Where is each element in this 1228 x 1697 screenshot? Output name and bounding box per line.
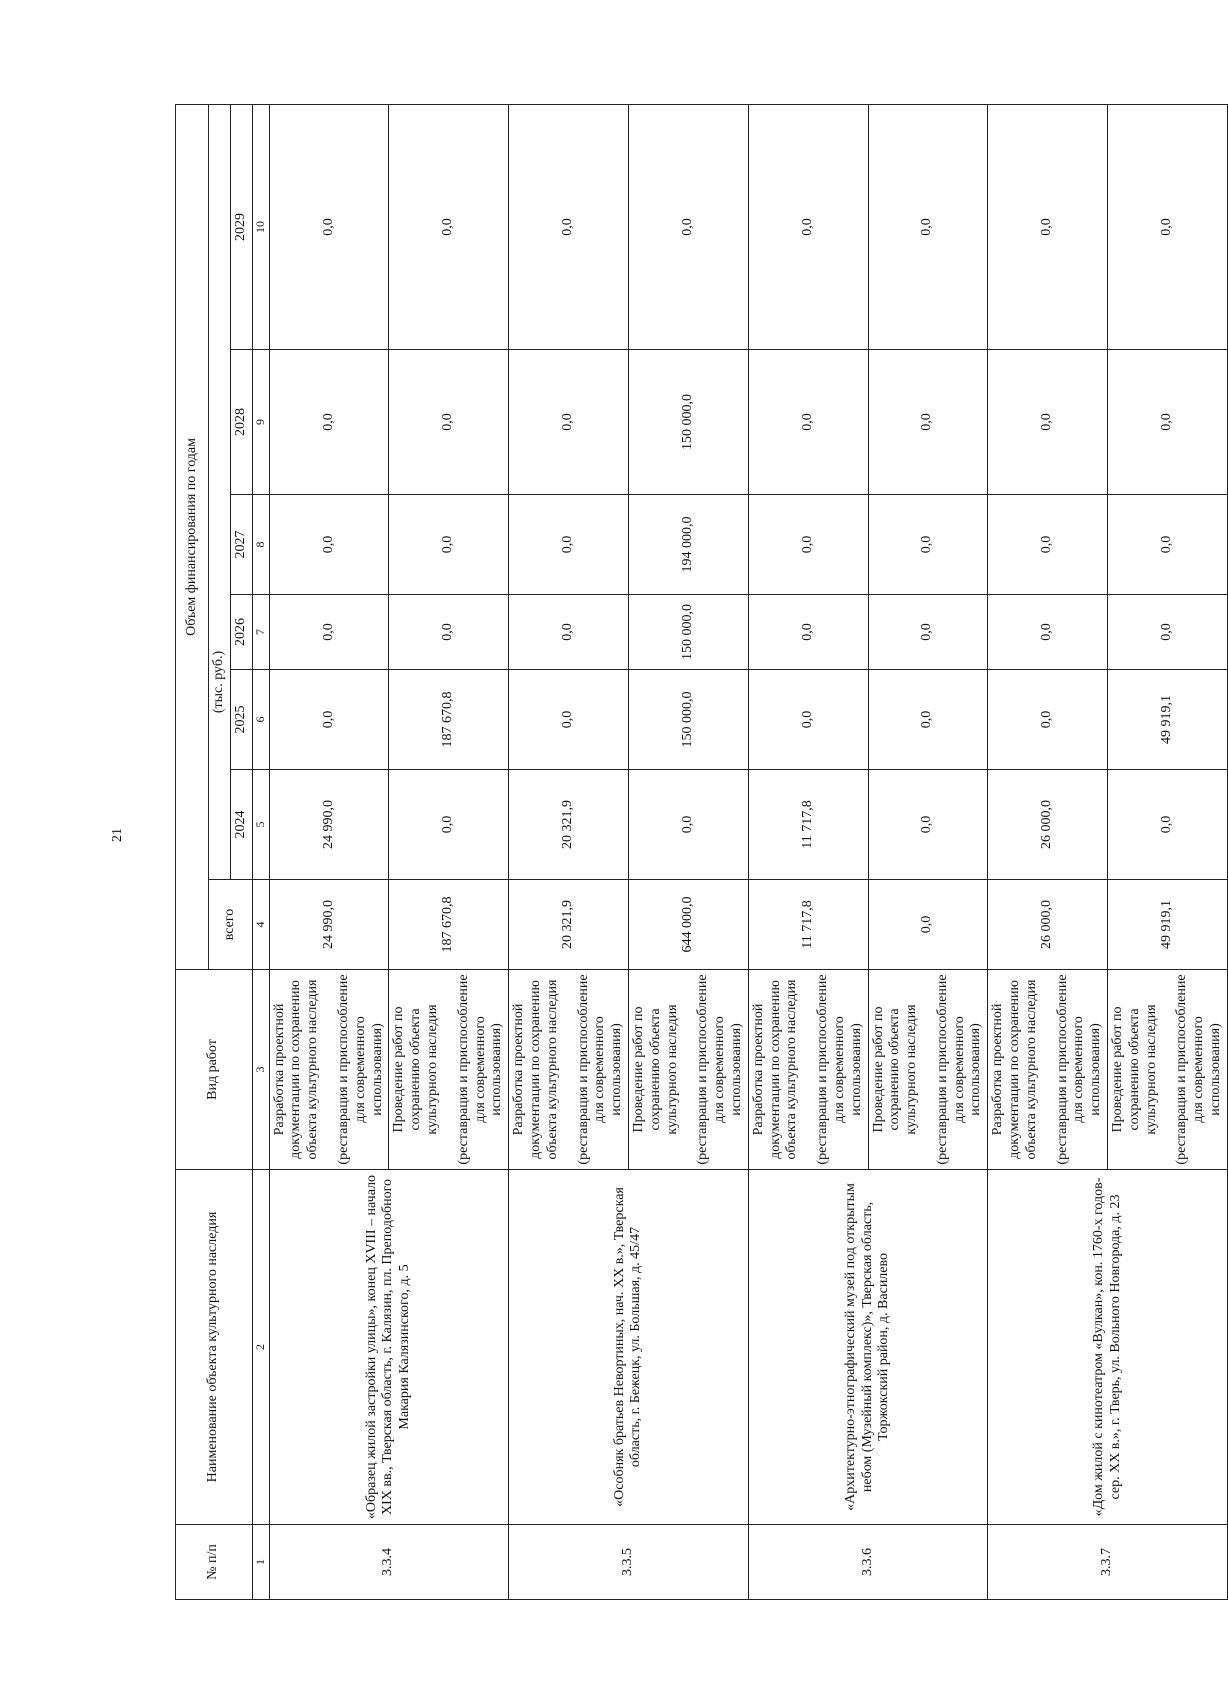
- year-value: 0,0: [1108, 595, 1228, 670]
- column-index: 7: [252, 595, 269, 670]
- work-type: [269, 970, 389, 1170]
- year-value: 0,0: [389, 495, 509, 595]
- work-title: Разработка проектной документации по сохранению объекта культурного наследия: [271, 979, 321, 1160]
- row-number: 3.3.4: [269, 1525, 509, 1600]
- heritage-object-name: «Образец жилой застройки улицы», конец XVIII – начало XIX вв., Тверская область, г. Калязин, пл. Преподобного Макария Калязинского, д. 5: [269, 1170, 509, 1525]
- column-index: 3: [252, 970, 269, 1170]
- year-value: 0,0: [748, 350, 868, 495]
- year-value: 20 321,9: [509, 770, 629, 880]
- column-index: 4: [252, 880, 269, 970]
- header-num: № п/п: [176, 1525, 253, 1600]
- year-value: 0,0: [269, 350, 389, 495]
- work-title: Разработка проектной документации по сохранению объекта культурного наследия: [511, 979, 560, 1160]
- work-note: (реставрация и приспособление для современного использования): [695, 974, 744, 1165]
- year-value: 0,0: [389, 770, 509, 880]
- work-type: [868, 970, 988, 1170]
- year-value: 150 000,0: [628, 595, 748, 670]
- year-value: 0,0: [1108, 770, 1228, 880]
- total-value: 26 000,0: [988, 880, 1108, 970]
- header-total: всего: [209, 880, 253, 970]
- year-value: 0,0: [868, 495, 988, 595]
- year-value: 0,0: [628, 104, 748, 349]
- table-body: [269, 104, 1227, 1599]
- work-note: (реставрация и приспособление для современного использования): [815, 974, 864, 1165]
- work-note: (реставрация и приспособление для современного использования): [455, 974, 505, 1165]
- year-value: 11 717,8: [748, 770, 868, 880]
- header-year: 2027: [230, 495, 252, 595]
- year-value: 0,0: [628, 770, 748, 880]
- work-note: (реставрация и приспособление для современного использования): [1174, 974, 1224, 1165]
- year-value: 0,0: [748, 104, 868, 349]
- total-value: 20 321,9: [509, 880, 629, 970]
- heritage-object-name: «Архитектурно-этнографический музей под открытым небом (Музейный комплекс)», Тверская область, Торжокский район, д. Василево: [748, 1170, 988, 1525]
- work-title: Проведение работ по сохранению объекта культурного наследия: [630, 1004, 680, 1135]
- year-value: 187 670,8: [389, 670, 509, 770]
- total-value: 24 990,0: [269, 880, 389, 970]
- year-value: 0,0: [269, 495, 389, 595]
- year-value: 0,0: [988, 595, 1108, 670]
- header-year: 2028: [230, 350, 252, 495]
- year-value: 0,0: [509, 595, 629, 670]
- header-year: 2025: [230, 670, 252, 770]
- total-value: 49 919,1: [1108, 880, 1228, 970]
- column-index: 10: [252, 104, 269, 349]
- header-work: Вид работ: [176, 970, 253, 1170]
- year-value: 0,0: [868, 670, 988, 770]
- work-title: Проведение работ по сохранению объекта культурного наследия: [1110, 1004, 1159, 1135]
- year-value: 0,0: [748, 595, 868, 670]
- year-value: 26 000,0: [988, 770, 1108, 880]
- year-value: 0,0: [988, 670, 1108, 770]
- work-note: (реставрация и приспособление для современного использования): [575, 974, 625, 1165]
- table-row: [269, 104, 389, 1599]
- work-title: Проведение работ по сохранению объекта культурного наследия: [870, 1004, 920, 1135]
- year-value: 0,0: [868, 350, 988, 495]
- work-type: [988, 970, 1108, 1170]
- work-note: (реставрация и приспособление для современного использования): [934, 974, 984, 1165]
- work-title: Разработка проектной документации по сохранению объекта культурного наследия: [990, 979, 1039, 1160]
- header-year: 2024: [230, 770, 252, 880]
- column-index: 8: [252, 495, 269, 595]
- column-index: 5: [252, 770, 269, 880]
- year-value: 0,0: [988, 350, 1108, 495]
- row-number: 3.3.6: [748, 1525, 988, 1600]
- column-index: 1: [252, 1525, 269, 1600]
- year-value: 0,0: [1108, 104, 1228, 349]
- year-value: 0,0: [1108, 495, 1228, 595]
- work-title: Проведение работ по сохранению объекта культурного наследия: [391, 1004, 440, 1135]
- header-year: 2026: [230, 595, 252, 670]
- year-value: 0,0: [748, 495, 868, 595]
- year-value: 0,0: [389, 104, 509, 349]
- year-value: 0,0: [988, 495, 1108, 595]
- year-value: 194 000,0: [628, 495, 748, 595]
- year-value: 150 000,0: [628, 350, 748, 495]
- year-value: 0,0: [868, 770, 988, 880]
- header-unit: (тыс. руб.): [209, 595, 231, 770]
- column-index: 2: [252, 1170, 269, 1525]
- year-value: 0,0: [509, 670, 629, 770]
- year-value: 0,0: [868, 104, 988, 349]
- page-number: 21: [110, 828, 125, 842]
- work-type: [1108, 970, 1228, 1170]
- year-value: 49 919,1: [1108, 670, 1228, 770]
- year-value: 0,0: [509, 495, 629, 595]
- financing-table: [175, 104, 1228, 1600]
- total-value: 644 000,0: [628, 880, 748, 970]
- row-number: 3.3.5: [509, 1525, 749, 1600]
- heritage-object-name: «Дом жилой с кинотеатром «Вулкан», кон. 1760-х годов-сер. XX в.», г. Тверь, ул. Вольного Новгорода, д. 23: [988, 1170, 1228, 1525]
- header-year: 2029: [230, 104, 252, 349]
- total-value: 187 670,8: [389, 880, 509, 970]
- table-row: [748, 104, 868, 1599]
- column-index: 9: [252, 350, 269, 495]
- work-type: [748, 970, 868, 1170]
- header-name: Наименование объекта культурного наследия: [176, 1170, 253, 1525]
- row-number: 3.3.7: [988, 1525, 1228, 1600]
- table-row: [988, 104, 1108, 1599]
- year-value: 0,0: [509, 104, 629, 349]
- year-value: 150 000,0: [628, 670, 748, 770]
- heritage-object-name: «Особняк братьев Невортиных, нач. XX в.», Тверская область, г. Бежецк, ул. Большая, д. 45/47: [509, 1170, 749, 1525]
- work-note: (реставрация и приспособление для современного использования): [1054, 974, 1104, 1165]
- year-value: 24 990,0: [269, 770, 389, 880]
- year-value: 0,0: [269, 670, 389, 770]
- year-value: 0,0: [509, 350, 629, 495]
- table-row: [509, 104, 629, 1599]
- work-note: (реставрация и приспособление для современного использования): [335, 974, 385, 1165]
- year-value: 0,0: [269, 104, 389, 349]
- header-financing: Объем финансирования по годам: [176, 104, 209, 969]
- work-type: [628, 970, 748, 1170]
- year-value: 0,0: [748, 670, 868, 770]
- year-value: 0,0: [269, 595, 389, 670]
- column-index: 6: [252, 670, 269, 770]
- total-value: 0,0: [868, 880, 988, 970]
- year-value: 0,0: [1108, 350, 1228, 495]
- year-value: 0,0: [868, 595, 988, 670]
- work-title: Разработка проектной документации по сохранению объекта культурного наследия: [750, 979, 800, 1160]
- year-value: 0,0: [389, 350, 509, 495]
- total-value: 11 717,8: [748, 880, 868, 970]
- year-value: 0,0: [389, 595, 509, 670]
- work-type: [509, 970, 629, 1170]
- work-type: [389, 970, 509, 1170]
- year-value: 0,0: [988, 104, 1108, 349]
